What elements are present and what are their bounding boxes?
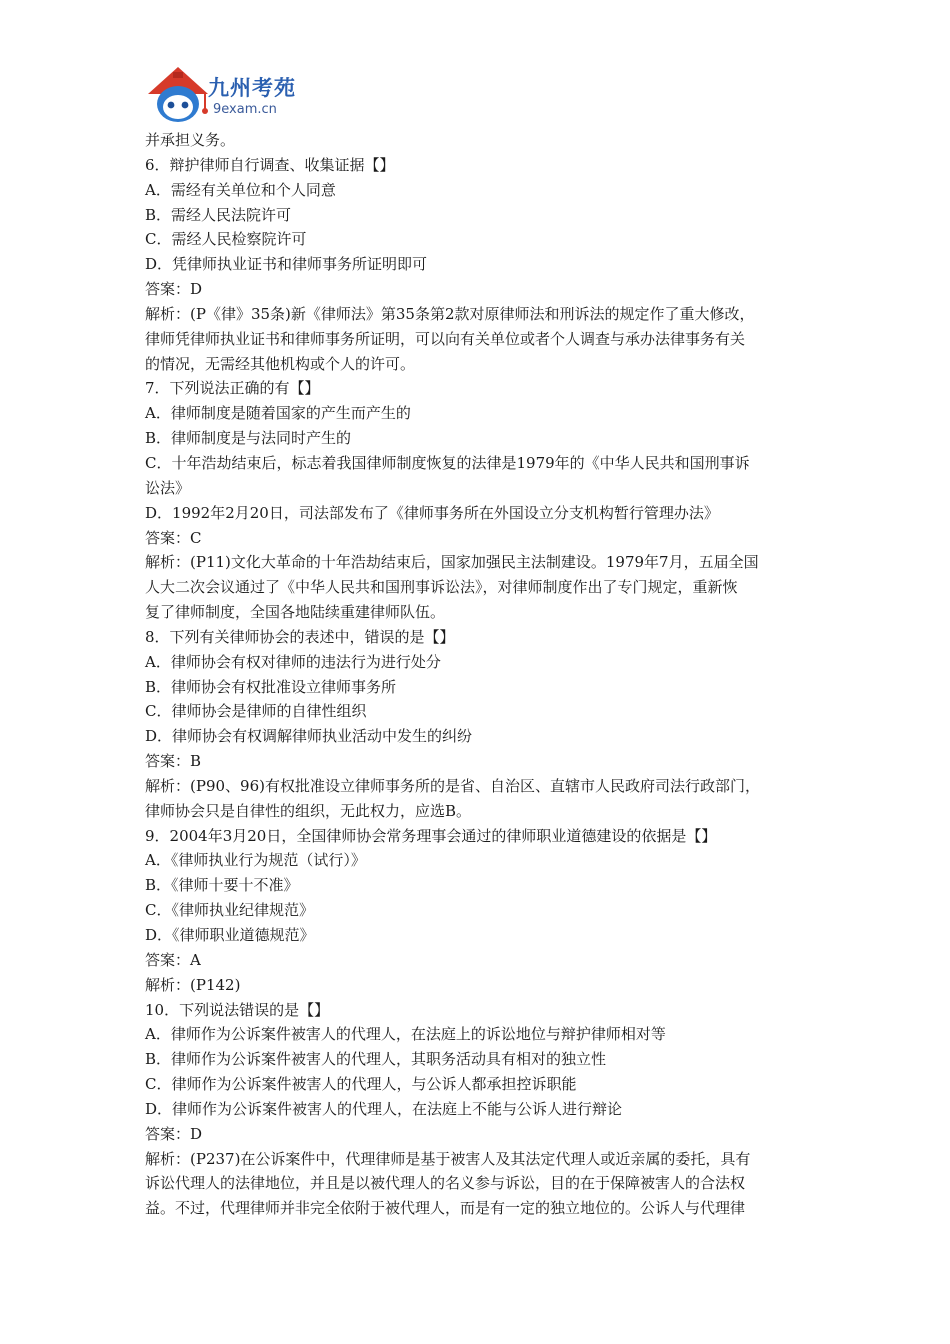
option-line: C．律师协会是律师的自律性组织: [145, 702, 367, 721]
answer-line: 答案：B: [145, 752, 202, 771]
answer-line: 答案：D: [145, 1124, 203, 1143]
explanation-line: 益。不过，代理律师并非完全依附于被代理人，而是有一定的独立地位的。公诉人与代理律: [145, 1199, 746, 1218]
explanation-line: 解析：(P237)在公诉案件中，代理律师是基于被害人及其法定代理人或近亲属的委托，具有: [145, 1149, 751, 1168]
question-10: 10．下列说法错误的是【】: [145, 1000, 330, 1019]
document-body: [145, 128, 815, 1221]
option-line: A．《律师执业行为规范（试行）》: [145, 851, 366, 870]
explanation-line: 人大二次会议通过了《中华人民共和国刑事诉讼法》，对律师制度作出了专门规定，重新恢: [145, 578, 738, 597]
text-line: 并承担义务。: [145, 131, 236, 149]
option-line: C．《律师执业纪律规范》: [145, 901, 314, 920]
explanation-line: 复了律师制度，全国各地陆续重建律师队伍。: [145, 603, 446, 622]
option-line: A．律师制度是随着国家的产生而产生的: [145, 404, 411, 423]
explanation-line: 解析：(P11)文化大革命的十年浩劫结束后，国家加强民主法制建设。1979年7月，五届全国: [145, 553, 759, 572]
option-line: D．1992年2月20日，司法部发布了《律师事务所在外国设立分支机构暂行管理办法》: [145, 503, 719, 522]
explanation-line: 解析：(P142): [145, 975, 241, 994]
option-line: C．需经人民检察院许可: [145, 230, 307, 249]
explanation-line: 的情况，无需经其他机构或个人的许可。: [145, 354, 416, 373]
answer-line: 答案：A: [145, 950, 201, 969]
option-line: B．律师作为公诉案件被害人的代理人，其职务活动具有相对的独立性: [145, 1050, 607, 1069]
option-line: B．律师协会有权批准设立律师事务所: [145, 677, 397, 696]
option-line: D．律师协会有权调解律师执业活动中发生的纠纷: [145, 727, 473, 746]
option-line: B．《律师十要十不准》: [145, 876, 299, 895]
logo-url: 9exam.cn: [213, 102, 277, 117]
question-8: 8．下列有关律师协会的表述中，错误的是【】: [145, 627, 455, 646]
explanation-line: 解析：(P《律》35条)新《律师法》第35条第2款对原律师法和刑诉法的规定作了重大修改，: [145, 304, 755, 323]
explanation-line: 解析：(P90、96)有权批准设立律师事务所的是省、自治区、直辖市人民政府司法行政部门，: [145, 776, 760, 795]
option-line: C．律师作为公诉案件被害人的代理人，与公诉人都承担控诉职能: [145, 1075, 577, 1094]
question-9: 9．2004年3月20日，全国律师协会常务理事会通过的律师职业道德建设的依据是【】: [145, 826, 717, 845]
option-line: B．律师制度是与法同时产生的: [145, 429, 352, 448]
option-line: C．十年浩劫结束后，标志着我国律师制度恢复的法律是1979年的《中华人民共和国刑事诉: [145, 453, 750, 472]
option-line: D．凭律师执业证书和律师事务所证明即可: [145, 255, 428, 274]
option-line: D．《律师职业道德规范》: [145, 926, 315, 944]
explanation-line: 律师协会只是自律性的组织，无此权力，应选B。: [145, 801, 472, 820]
answer-line: 答案：C: [145, 528, 202, 547]
question-7: 7．下列说法正确的有【】: [145, 379, 320, 398]
explanation-line: 诉讼代理人的法律地位，并且是以被代理人的名义参与诉讼，目的在于保障被害人的合法权: [145, 1174, 746, 1193]
option-line: 讼法》: [145, 478, 191, 497]
option-line: A．律师作为公诉案件被害人的代理人，在法庭上的诉讼地位与辩护律师相对等: [145, 1025, 666, 1044]
question-6: 6．辩护律师自行调查、收集证据【】: [145, 155, 395, 174]
option-line: D．律师作为公诉案件被害人的代理人，在法庭上不能与公诉人进行辩论: [145, 1099, 623, 1118]
option-line: A．需经有关单位和个人同意: [145, 180, 336, 199]
option-line: A．律师协会有权对律师的违法行为进行处分: [145, 652, 441, 671]
site-logo[interactable]: [145, 64, 310, 126]
answer-line: 答案：D: [145, 280, 203, 299]
option-line: B．需经人民法院许可: [145, 205, 292, 224]
logo-name: 九州考苑: [208, 76, 296, 100]
explanation-line: 律师凭律师执业证书和律师事务所证明，可以向有关单位或者个人调查与承办法律事务有关: [145, 329, 746, 348]
